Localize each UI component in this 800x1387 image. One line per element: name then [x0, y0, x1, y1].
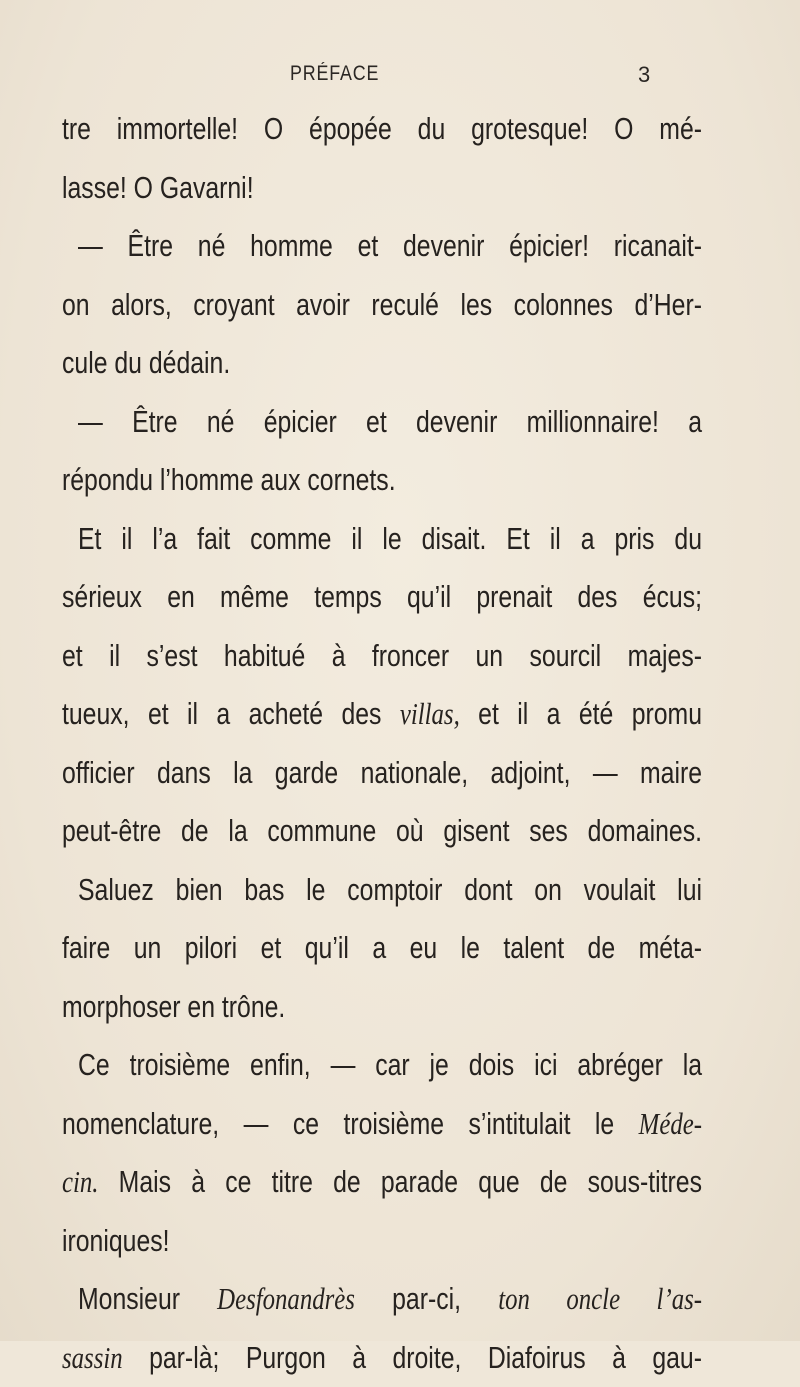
text-line — [62, 217, 702, 276]
text-line — [62, 568, 702, 627]
text-line — [62, 1153, 702, 1212]
text-line — [62, 861, 702, 920]
text-line — [62, 510, 702, 569]
text-run: — Être né homme et devenir épicier! ricanait- — [78, 228, 702, 263]
text-run: peut-être de la commune où gisent ses domaines. — [62, 813, 702, 848]
text-run: tueux, et il a acheté des — [62, 696, 400, 731]
text-line — [62, 978, 574, 1037]
text-run: officier dans la garde nationale, adjoint, — maire — [62, 755, 702, 790]
italic-run: villas, — [400, 696, 460, 731]
text-run: ironiques! — [62, 1223, 170, 1258]
text-line — [62, 100, 702, 159]
text-line — [62, 276, 702, 335]
page-number: 3 — [638, 62, 650, 88]
italic-run: sassin — [62, 1340, 123, 1375]
text-line — [62, 1095, 702, 1154]
italic-run: Méde- — [639, 1106, 702, 1141]
text-run: Mais à ce titre de parade que de sous-titres — [99, 1164, 703, 1199]
running-title: PRÉFACE — [290, 62, 379, 86]
text-run: on alors, croyant avoir reculé les colonnes d’Her- — [62, 287, 702, 322]
running-head — [0, 62, 800, 92]
text-line — [62, 159, 574, 218]
text-run: et il s’est habitué à froncer un sourcil majes- — [62, 638, 702, 673]
italic-run: cin. — [62, 1164, 99, 1199]
text-line — [62, 802, 702, 861]
text-run: morphoser en trône. — [62, 989, 285, 1024]
text-line — [62, 451, 574, 510]
text-run: tre immortelle! O épopée du grotesque! O mé- — [62, 111, 702, 146]
text-run: lasse! O Gavarni! — [62, 170, 254, 205]
text-run: faire un pilori et qu’il a eu le talent de méta- — [62, 930, 702, 965]
text-run: Monsieur — [78, 1281, 217, 1316]
text-line — [62, 685, 702, 744]
text-line — [62, 1270, 702, 1329]
text-run: Et il l’a fait comme il le disait. Et il a pris du — [78, 521, 702, 556]
text-run: sérieux en même temps qu’il prenait des écus; — [62, 579, 702, 614]
text-line — [62, 627, 702, 686]
text-line — [62, 744, 702, 803]
text-line — [62, 393, 702, 452]
text-line — [62, 919, 702, 978]
text-run: cule du dédain. — [62, 345, 230, 380]
text-line — [62, 1329, 702, 1387]
text-run: — Être né épicier et devenir millionnaire! a — [78, 404, 702, 439]
italic-run: Desfonandrès — [217, 1281, 355, 1316]
text-line — [62, 334, 574, 393]
text-run: Ce troisième enfin, — car je dois ici abréger la — [78, 1047, 702, 1082]
italic-run: ton oncle l’as- — [498, 1281, 702, 1316]
text-line — [62, 1036, 702, 1095]
text-line — [62, 1212, 574, 1271]
text-run: et il a été promu — [460, 696, 702, 731]
text-run: nomenclature, — ce troisième s’intitulait le — [62, 1106, 639, 1141]
text-run: par-là; Purgon à droite, Diafoirus à gau- — [123, 1340, 702, 1375]
text-run: Saluez bien bas le comptoir dont on voulait lui — [78, 872, 702, 907]
text-run: répondu l’homme aux cornets. — [62, 462, 396, 497]
text-run: par-ci, — [355, 1281, 498, 1316]
body-text — [62, 100, 702, 1387]
